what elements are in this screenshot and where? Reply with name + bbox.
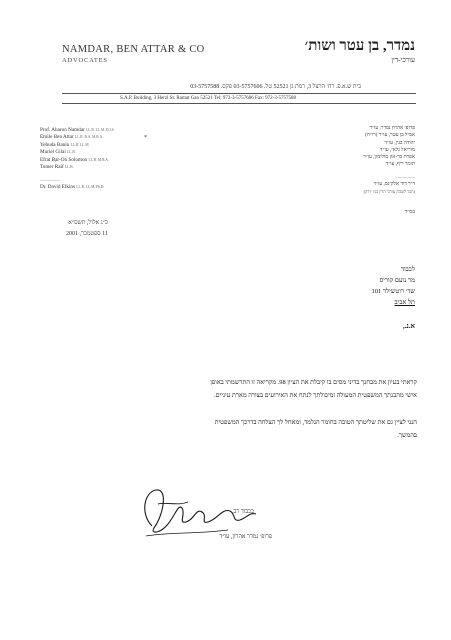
firm-subtitle-he: עורכי-דין [391, 56, 415, 64]
paragraph-line: קראתי בעיון את מבחנך בדיני מסים בו קיבלת את הציון 98. מקריאה זו התרשמתי באופן [210, 379, 417, 386]
body-paragraph-1 [210, 377, 417, 402]
staff-en-item: Muriel Gilai LL.B. [40, 149, 76, 156]
header-divider-top [62, 93, 416, 94]
staff-en-item: Prof. Aharon Namdar LL.B. LL.M. D.J.S. [40, 127, 115, 133]
recipient-city: תל אביב [394, 299, 415, 306]
staff-he-item: מוריאל גלאי, עו״ד [379, 146, 415, 153]
firm-name-he: נמדר, בן עטר ושות׳ [304, 38, 415, 54]
staff-he-item-note: (חבר לשכת עורכי הדין בניו יורק) [363, 189, 415, 195]
letter-date [66, 218, 108, 240]
staff-en-item: Dr. David Elkins LL.B. LL.M. Ph.D. [40, 184, 105, 191]
header-divider-bottom [62, 103, 416, 104]
date-gregorian: 11 ספטמבר, 2001 [66, 231, 108, 237]
staff-list-en [40, 127, 115, 192]
staff-en-item: Emile Ben Attar LL.B. B.A. M.B.A. [40, 134, 104, 141]
closing: בכבוד רב, [232, 509, 254, 515]
staff-he-separator: ................ [395, 174, 415, 180]
reference-mark: בס״ד [404, 209, 415, 215]
paragraph-line: הנני לציין גם את שליטתך הטובה בחומר הנלמד, ומאחל לך הצלחה בדרכך המשפטית [214, 419, 417, 426]
staff-he-item: ד״ר דוד אלקינס, עו״ד [373, 180, 415, 187]
staff-he-item: תומר ריף, עו״ד [385, 161, 415, 168]
firm-name-en: NAMDAR, BEN ATTAR & CO [62, 44, 205, 55]
staff-he-item: פרופ׳ אהרון נמדר, עו״ד [369, 125, 415, 131]
staff-list-he [363, 125, 415, 195]
staff-en-item: Tomer Raif LL.B. [40, 164, 74, 171]
staff-en-item: Yehuda Banin LL.B. LL.M. [40, 141, 90, 148]
staff-he-item: יהודה בנין, עו״ד [384, 139, 415, 146]
recipient-street: שד׳ רוטשילד 101 [371, 288, 415, 295]
body-paragraph-2 [215, 417, 417, 442]
address-en: S.A.P. Building, 3 Herzl St. Ramat Gan 52521 Tel: 972-3-5757606 Fax: 972-3-5757588 [120, 96, 296, 101]
staff-he-item: אמיל בן עטר, עו״ד (רו״ח) [365, 132, 415, 139]
recipient-name: מר נועם קוריס [379, 277, 415, 284]
paragraph-line: אישי מהבנתך המשפטית המעולה ומיכולתך לנתח את האירועים בצורה מארת עיניים. [214, 391, 417, 399]
signer-name: פרופ׳ נמדר אהרון, עו״ד [219, 534, 272, 540]
staff-he-item: אפרת בר-און סולומון, עו״ד [363, 154, 415, 161]
paragraph-line: בהמשך. [397, 431, 417, 439]
recipient-to: לכבוד [400, 266, 415, 273]
greeting: א.נ., [402, 322, 415, 330]
address-he: בית ש.א.פ. רח׳ הרצל 3, רמת גן 52521 טל. 03-5757606 פקס. 03-5757588 [190, 84, 361, 90]
date-hebrew: כ״ג אלול, תשס״א [68, 220, 108, 226]
firm-subtitle-en: ADVOCATES [62, 57, 108, 64]
recipient-block [372, 264, 416, 308]
staff-en-mark: * [144, 135, 147, 141]
staff-en-separator: ................ [40, 178, 60, 184]
staff-en-item: Efrat Bar-On Solomon LL.B. M.B.A. [40, 156, 109, 163]
